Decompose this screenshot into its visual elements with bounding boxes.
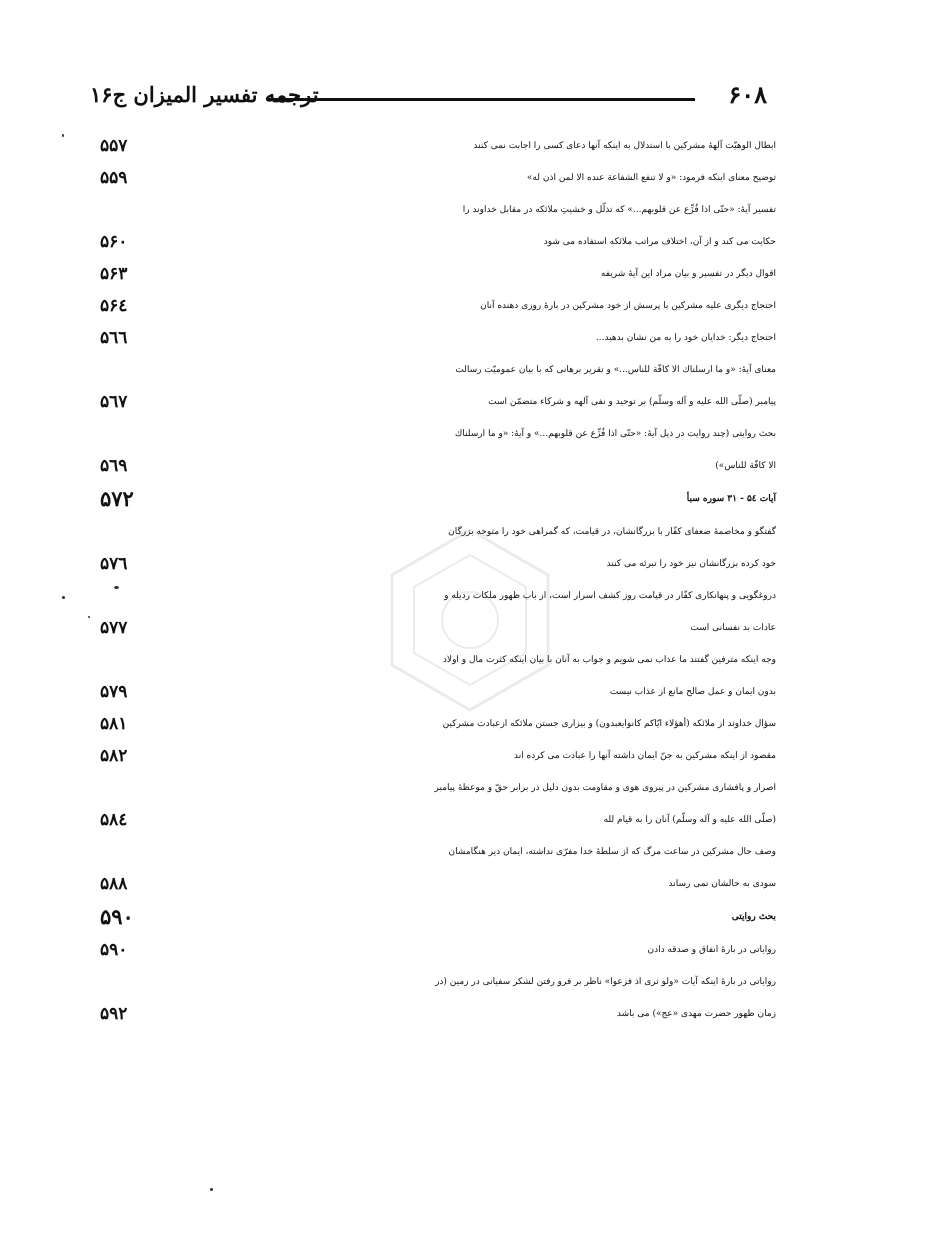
toc-page-number: ۵۶۳ bbox=[100, 264, 128, 284]
toc-entry-text: (صلّی الله علیه و آله وسلّم) آنان را به قیام لله bbox=[603, 815, 776, 825]
toc-entry-text: توضیح معنای اینکه فرمود: «و لا تنفع الشفاعة عنده الا لمن اذن له» bbox=[526, 173, 776, 183]
toc-entry bbox=[100, 934, 776, 966]
toc-page-number: ۵۹۰ bbox=[100, 940, 128, 960]
toc-entry-text: حکایت می کند و از آن، اختلاف مراتب ملائکه استفاده می شود bbox=[543, 237, 776, 247]
toc-entry-text: اصرار و پافشاری مشرکین در پیروی هوی و مقاومت بدون دلیل در برابر حقّ و موعظهٔ پیامبر bbox=[434, 783, 776, 793]
toc-entry bbox=[100, 740, 776, 772]
scan-speck bbox=[88, 616, 90, 618]
toc-entry-text: اقوال دیگر در تفسیر و بیان مراد این آیهٔ شریفه bbox=[600, 269, 776, 279]
toc-page-number: ۵۶٤ bbox=[100, 296, 128, 316]
toc-section-heading bbox=[100, 900, 776, 934]
toc-entry bbox=[100, 580, 776, 644]
toc-entry-text: پیامبر (صلّی الله علیه و آله وسلّم) بر توحید و نفی آلهه و شرکاء متضمّن است bbox=[488, 397, 776, 407]
toc-page-number: ۵۹۰ bbox=[100, 904, 134, 929]
toc-entry bbox=[100, 644, 776, 708]
toc-entry-text: ابطال الوهیّت آلههٔ مشرکین با استدلال به اینکه آنها دعای کسی را اجابت نمی کنند bbox=[473, 141, 776, 151]
toc-entry bbox=[100, 354, 776, 418]
toc-page-number: ۵۸۲ bbox=[100, 746, 128, 766]
toc-entry-text: الا كافّة للناس») bbox=[715, 461, 776, 471]
toc-entry-text: سودی به حالشان نمی رساند bbox=[668, 879, 776, 889]
toc-page-number: ۵۸۸ bbox=[100, 874, 128, 894]
toc-entry-text: عادات بد نفسانی است bbox=[690, 623, 776, 633]
toc-entry-text: احتجاج دیگر: خدایان خود را به من نشان بدهید... bbox=[595, 333, 776, 343]
toc-entry-text: دروغگویی و پنهانکاری کفّار در قیامت روز کشف اسرار است، از باب ظهور ملکات ردیله و bbox=[444, 591, 776, 601]
scan-speck bbox=[62, 134, 64, 137]
table-of-contents bbox=[100, 130, 776, 1030]
toc-entry bbox=[100, 258, 776, 290]
toc-entry bbox=[100, 194, 776, 258]
scan-speck bbox=[210, 1188, 213, 1191]
toc-entry bbox=[100, 836, 776, 900]
toc-entry bbox=[100, 708, 776, 740]
toc-entry bbox=[100, 966, 776, 1030]
toc-page-number: ۵۷۹ bbox=[100, 682, 128, 702]
toc-page-number: ۵۷۲ bbox=[100, 486, 134, 511]
toc-page-number: ۵۷۷ bbox=[100, 618, 128, 638]
scan-speck bbox=[114, 586, 119, 589]
toc-entry-text: بدون ایمان و عمل صالح مانع از عذاب نیست bbox=[609, 687, 776, 697]
toc-page-number: ۵۵۷ bbox=[100, 136, 128, 156]
toc-page-number: ۵۶۰ bbox=[100, 232, 128, 252]
toc-entry-text: معنای آیهٔ: «و ما ارسلناك الا كافّة للناس...» و تقریر برهانی که با بیان عمومیّت رسالت bbox=[455, 365, 776, 375]
toc-entry bbox=[100, 516, 776, 580]
toc-section-heading bbox=[100, 482, 776, 516]
toc-entry-text: خود کرده بزرگانشان نیز خود را تبرئه می کنند bbox=[606, 559, 776, 569]
toc-page-number: ۵٦٧ bbox=[100, 392, 128, 412]
toc-entry bbox=[100, 322, 776, 354]
toc-page-number: ۵٦۹ bbox=[100, 456, 128, 476]
toc-page-number: ۵۸٤ bbox=[100, 810, 128, 830]
toc-entry-text: وجه اینکه مترفین گفتند ما عذاب نمی شویم و جواب به آنان با بیان اینکه کثرت مال و اولاد bbox=[442, 655, 776, 665]
header-rule bbox=[268, 98, 695, 101]
toc-entry-text: احتجاج دیگری علیه مشرکین با پرسش از خود مشرکین در بارهٔ روزی دهنده آنان bbox=[480, 301, 776, 311]
toc-entry-text: تفسیر آیهٔ: «حتّی اذا فُزِّع عن قلوبهم...» که تذلّل و خشیتِ ملائکه در مقابل خداوند را bbox=[462, 205, 776, 215]
toc-page-number: ۵٦٦ bbox=[100, 328, 128, 348]
page-number: ۶۰۸ bbox=[728, 80, 767, 109]
toc-entry bbox=[100, 162, 776, 194]
toc-entry bbox=[100, 418, 776, 482]
toc-entry-text: سؤال خداوند از ملائکه (أهؤلاء ايّاكم كانوايعبدون) و بیزاری جستن ملائکه ازعبادت مشرکین bbox=[442, 719, 776, 729]
toc-entry-text: گفتگو و مخاصمهٔ ضعفای کفّار با بزرگانشان، در قیامت، که گمراهی خود را متوجه بزرگان bbox=[448, 527, 776, 537]
page-header bbox=[90, 78, 767, 118]
toc-page-number: ۵۸۱ bbox=[100, 714, 128, 734]
toc-entry-text: بحث روایتی bbox=[731, 912, 776, 922]
toc-entry bbox=[100, 290, 776, 322]
toc-entry-text: مقصود از اینکه مشرکین به جنّ ایمان داشته آنها را عبادت می کرده اند bbox=[513, 751, 776, 761]
toc-entry-text: وصف حال مشرکین در ساعت مرگ که از سلطهٔ خدا مفرّی نداشته، ایمان دیر هنگامشان bbox=[448, 847, 776, 857]
toc-entry bbox=[100, 130, 776, 162]
toc-entry-text: روایاتی در بارهٔ انفاق و صدقه دادن bbox=[647, 945, 776, 955]
scan-speck bbox=[62, 596, 65, 599]
toc-page-number: ۵۹۲ bbox=[100, 1004, 128, 1024]
toc-entry-text: آیات ۵٤ - ۳۱ سوره سبأ bbox=[686, 494, 776, 504]
toc-entry-text: بحث روایتی (چند روایت در ذیل آیهٔ: «حتّی اذا فُزِّع عن قلوبهم...» و آیهٔ: «و ما ارسلناك bbox=[454, 429, 776, 439]
running-title: ترجمه تفسیر المیزان ج۱۶ bbox=[90, 82, 319, 107]
toc-entry bbox=[100, 772, 776, 836]
toc-entry-text: روایاتی در بارهٔ اینکه آیات «ولو تری اذ فزعوا» ناظر بر فرو رفتن لشکر سفیانی در زمین (در bbox=[435, 977, 776, 987]
toc-page-number: ۵۷٦ bbox=[100, 554, 128, 574]
toc-page-number: ۵۵۹ bbox=[100, 168, 128, 188]
toc-entry-text: زمان ظهور حضرت مهدی «عج») می باشد bbox=[616, 1009, 776, 1019]
